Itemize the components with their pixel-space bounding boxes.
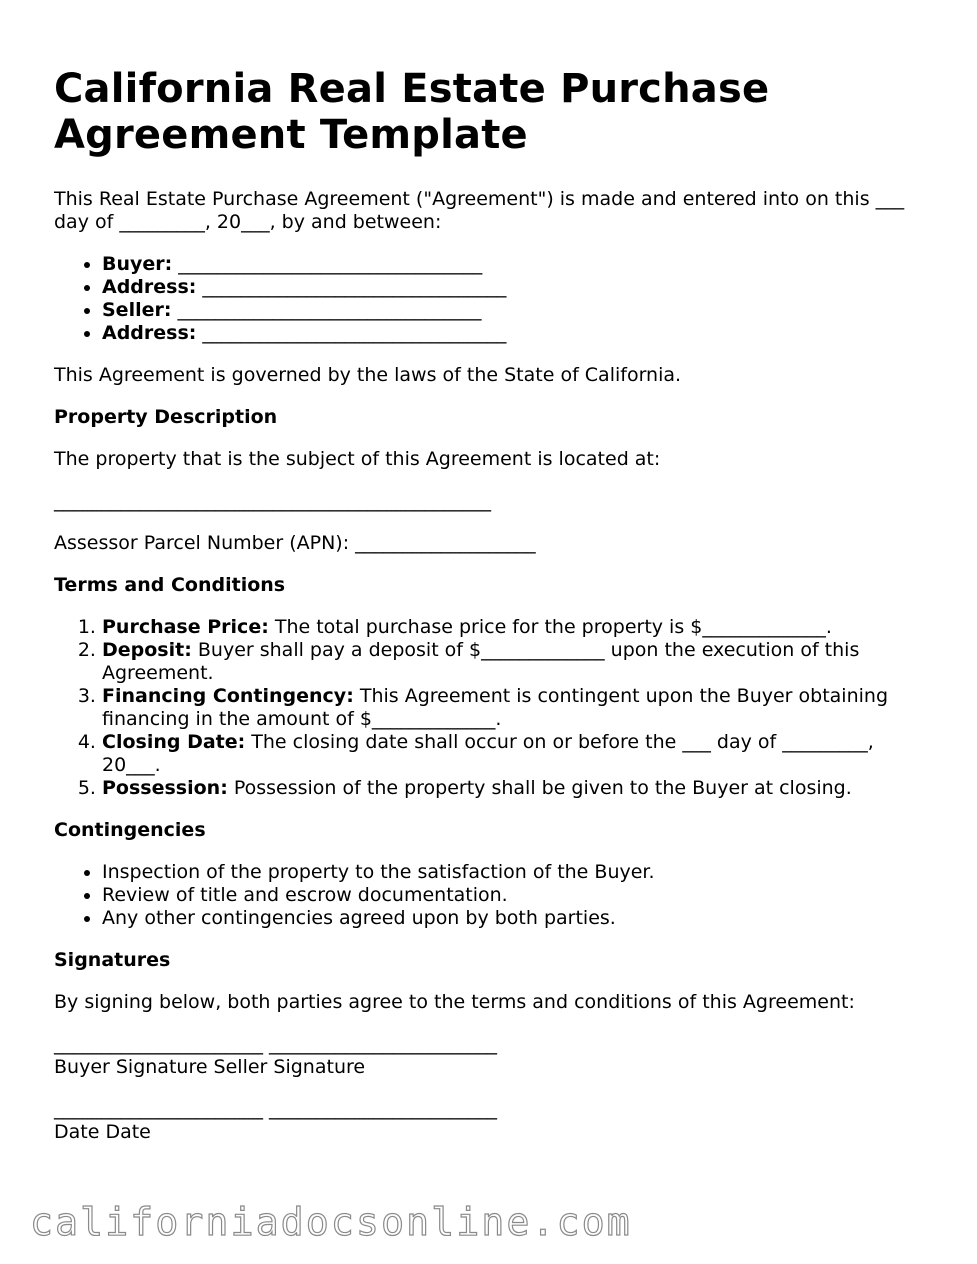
party-seller xyxy=(102,299,924,322)
party-blank: ________________________________ xyxy=(196,276,507,298)
term-label: Purchase Price: xyxy=(102,616,269,638)
term-item xyxy=(102,777,924,800)
signature-block xyxy=(54,1033,924,1144)
party-label: Address: xyxy=(102,322,197,344)
party-blank: ________________________________ xyxy=(171,299,482,321)
contingencies-list xyxy=(54,861,924,930)
term-item xyxy=(102,731,924,777)
governing-law: This Agreement is governed by the laws of the State of California. xyxy=(54,364,682,386)
terms-list xyxy=(54,616,924,800)
signature-labels: Buyer Signature Seller Signature xyxy=(54,1056,366,1078)
term-text: Buyer shall pay a deposit of $_____________ upon the execution of this Agreement. xyxy=(102,639,860,684)
term-text: Possession of the property shall be given to the Buyer at closing. xyxy=(227,777,852,799)
property-heading: Property Description xyxy=(54,406,278,428)
party-seller-address xyxy=(102,322,924,345)
party-blank: ________________________________ xyxy=(196,322,507,344)
term-label: Closing Date: xyxy=(102,731,246,753)
term-label: Deposit: xyxy=(102,639,192,661)
parties-list xyxy=(54,253,924,345)
watermark: californiadocsonline.com xyxy=(30,1200,632,1244)
terms-heading: Terms and Conditions xyxy=(54,574,286,596)
document-title: California Real Estate Purchase Agreement Template xyxy=(54,66,770,158)
term-label: Financing Contingency: xyxy=(102,685,354,707)
term-item xyxy=(102,685,924,731)
signature-line: ______________________ ________________________ xyxy=(54,1033,498,1055)
party-blank: ________________________________ xyxy=(172,253,483,275)
term-text: This Agreement is contingent upon the Buyer obtaining financing in the amount of $_____________. xyxy=(102,685,889,730)
contingency-item: • Review of title and escrow documentation. xyxy=(102,884,924,907)
property-text: The property that is the subject of this Agreement is located at: xyxy=(54,448,661,470)
contingency-item: • Any other contingencies agreed upon by both parties. xyxy=(102,907,924,930)
property-address-line: ______________________________________________ xyxy=(54,490,491,512)
date-line: ______________________ ________________________ xyxy=(54,1098,498,1120)
signatures-intro: By signing below, both parties agree to the terms and conditions of this Agreement: xyxy=(54,991,855,1013)
term-item xyxy=(102,616,924,639)
party-label: Buyer: xyxy=(102,253,173,275)
intro-paragraph: This Real Estate Purchase Agreement ("Agreement") is made and entered into on this ___ day of _________, 20___, by and between: xyxy=(54,188,905,233)
party-label: Address: xyxy=(102,276,197,298)
term-label: Possession: xyxy=(102,777,228,799)
term-item xyxy=(102,639,924,685)
party-label: Seller: xyxy=(102,299,172,321)
apn-line: Assessor Parcel Number (APN): ___________________ xyxy=(54,532,536,554)
date-labels: Date Date xyxy=(54,1121,151,1143)
party-buyer-address xyxy=(102,276,924,299)
document-page xyxy=(54,66,924,1144)
term-text: The total purchase price for the property is $_____________. xyxy=(268,616,832,638)
party-buyer xyxy=(102,253,924,276)
signatures-heading: Signatures xyxy=(54,949,171,971)
contingency-item: • Inspection of the property to the satisfaction of the Buyer. xyxy=(102,861,924,884)
term-text: The closing date shall occur on or before the ___ day of _________, 20___. xyxy=(102,731,874,776)
contingencies-heading: Contingencies xyxy=(54,819,206,841)
